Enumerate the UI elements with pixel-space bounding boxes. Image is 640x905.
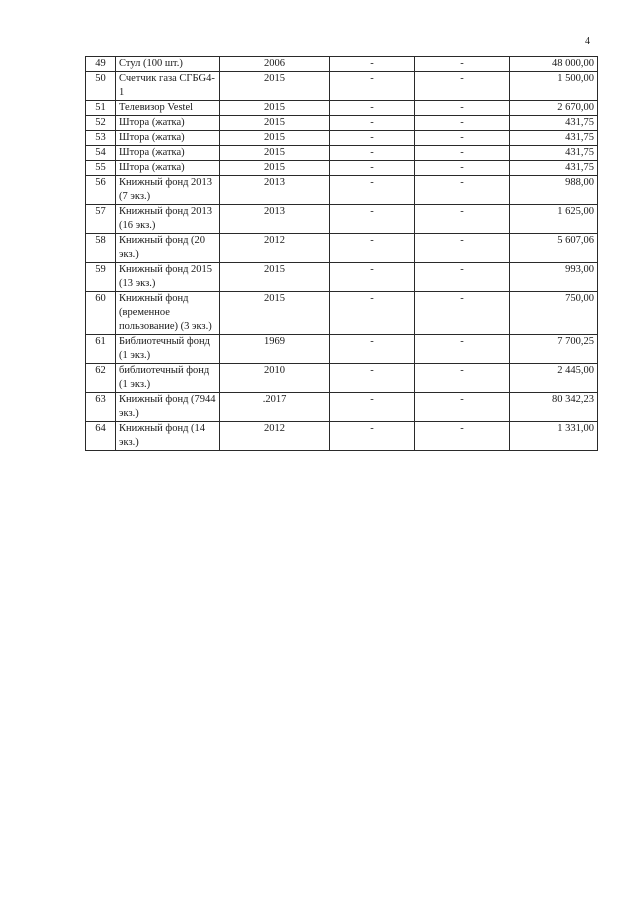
item-col5: - xyxy=(415,146,510,161)
item-year: 2015 xyxy=(220,146,330,161)
item-amount: 1 500,00 xyxy=(510,72,598,101)
item-year: 2015 xyxy=(220,116,330,131)
item-col5: - xyxy=(415,116,510,131)
table-row xyxy=(86,292,598,335)
item-amount: 1 625,00 xyxy=(510,205,598,234)
row-number: 54 xyxy=(86,146,116,161)
item-name: Штора (жатка) xyxy=(116,131,220,146)
table-row xyxy=(86,205,598,234)
item-col4: - xyxy=(330,146,415,161)
item-col4: - xyxy=(330,422,415,451)
item-name: Книжный фонд (временное пользование) (3 экз.) xyxy=(116,292,220,335)
item-col4: - xyxy=(330,205,415,234)
table-row xyxy=(86,263,598,292)
row-number: 63 xyxy=(86,393,116,422)
item-col5: - xyxy=(415,335,510,364)
item-col5: - xyxy=(415,292,510,335)
item-col5: - xyxy=(415,234,510,263)
table-row xyxy=(86,364,598,393)
item-year: 1969 xyxy=(220,335,330,364)
item-col5: - xyxy=(415,131,510,146)
item-amount: 431,75 xyxy=(510,161,598,176)
row-number: 49 xyxy=(86,57,116,72)
item-name: Штора (жатка) xyxy=(116,116,220,131)
item-name: Библиотечный фонд (1 экз.) xyxy=(116,335,220,364)
item-col5: - xyxy=(415,161,510,176)
item-col4: - xyxy=(330,335,415,364)
row-number: 60 xyxy=(86,292,116,335)
item-year: 2015 xyxy=(220,161,330,176)
item-name: Счетчик газа СГБG4-1 xyxy=(116,72,220,101)
item-col4: - xyxy=(330,72,415,101)
item-col4: - xyxy=(330,263,415,292)
item-name: Книжный фонд 2015 (13 экз.) xyxy=(116,263,220,292)
item-col5: - xyxy=(415,205,510,234)
row-number: 59 xyxy=(86,263,116,292)
item-col4: - xyxy=(330,364,415,393)
item-year: .2017 xyxy=(220,393,330,422)
item-year: 2015 xyxy=(220,72,330,101)
item-name: Штора (жатка) xyxy=(116,161,220,176)
row-number: 56 xyxy=(86,176,116,205)
item-year: 2013 xyxy=(220,176,330,205)
row-number: 51 xyxy=(86,101,116,116)
item-amount: 2 670,00 xyxy=(510,101,598,116)
table-row xyxy=(86,176,598,205)
item-amount: 7 700,25 xyxy=(510,335,598,364)
item-amount: 2 445,00 xyxy=(510,364,598,393)
item-year: 2015 xyxy=(220,131,330,146)
inventory-table xyxy=(85,56,598,451)
item-year: 2012 xyxy=(220,422,330,451)
table-row xyxy=(86,116,598,131)
item-year: 2015 xyxy=(220,101,330,116)
item-col4: - xyxy=(330,101,415,116)
item-name: Книжный фонд (20 экз.) xyxy=(116,234,220,263)
row-number: 50 xyxy=(86,72,116,101)
item-col4: - xyxy=(330,57,415,72)
item-amount: 993,00 xyxy=(510,263,598,292)
item-name: Книжный фонд 2013 (16 экз.) xyxy=(116,205,220,234)
table-row xyxy=(86,72,598,101)
row-number: 55 xyxy=(86,161,116,176)
item-year: 2012 xyxy=(220,234,330,263)
table-row xyxy=(86,335,598,364)
item-col5: - xyxy=(415,101,510,116)
row-number: 61 xyxy=(86,335,116,364)
item-col5: - xyxy=(415,393,510,422)
item-amount: 1 331,00 xyxy=(510,422,598,451)
item-col4: - xyxy=(330,161,415,176)
item-amount: 5 607,06 xyxy=(510,234,598,263)
item-col5: - xyxy=(415,422,510,451)
row-number: 64 xyxy=(86,422,116,451)
table-row xyxy=(86,161,598,176)
item-col4: - xyxy=(330,131,415,146)
row-number: 52 xyxy=(86,116,116,131)
item-name: Штора (жатка) xyxy=(116,146,220,161)
item-amount: 750,00 xyxy=(510,292,598,335)
item-year: 2015 xyxy=(220,263,330,292)
item-amount: 80 342,23 xyxy=(510,393,598,422)
item-name: Книжный фонд (14 экз.) xyxy=(116,422,220,451)
item-col5: - xyxy=(415,176,510,205)
item-col5: - xyxy=(415,57,510,72)
table-row xyxy=(86,131,598,146)
item-col4: - xyxy=(330,176,415,205)
item-amount: 431,75 xyxy=(510,131,598,146)
item-col4: - xyxy=(330,292,415,335)
item-year: 2013 xyxy=(220,205,330,234)
item-col5: - xyxy=(415,263,510,292)
item-amount: 431,75 xyxy=(510,146,598,161)
item-col4: - xyxy=(330,234,415,263)
item-amount: 988,00 xyxy=(510,176,598,205)
item-name: Книжный фонд 2013 (7 экз.) xyxy=(116,176,220,205)
item-year: 2015 xyxy=(220,292,330,335)
item-col5: - xyxy=(415,364,510,393)
item-year: 2010 xyxy=(220,364,330,393)
item-name: Книжный фонд (7944 экз.) xyxy=(116,393,220,422)
item-amount: 48 000,00 xyxy=(510,57,598,72)
item-year: 2006 xyxy=(220,57,330,72)
item-col5: - xyxy=(415,72,510,101)
item-name: библиотечный фонд (1 экз.) xyxy=(116,364,220,393)
item-name: Стул (100 шт.) xyxy=(116,57,220,72)
item-name: Телевизор Vestel xyxy=(116,101,220,116)
row-number: 62 xyxy=(86,364,116,393)
table-row xyxy=(86,393,598,422)
row-number: 58 xyxy=(86,234,116,263)
row-number: 57 xyxy=(86,205,116,234)
page-number: 4 xyxy=(585,36,590,47)
item-col4: - xyxy=(330,393,415,422)
table-row xyxy=(86,234,598,263)
table-row xyxy=(86,101,598,116)
item-amount: 431,75 xyxy=(510,116,598,131)
item-col4: - xyxy=(330,116,415,131)
table-row xyxy=(86,146,598,161)
table-row xyxy=(86,57,598,72)
table-row xyxy=(86,422,598,451)
row-number: 53 xyxy=(86,131,116,146)
